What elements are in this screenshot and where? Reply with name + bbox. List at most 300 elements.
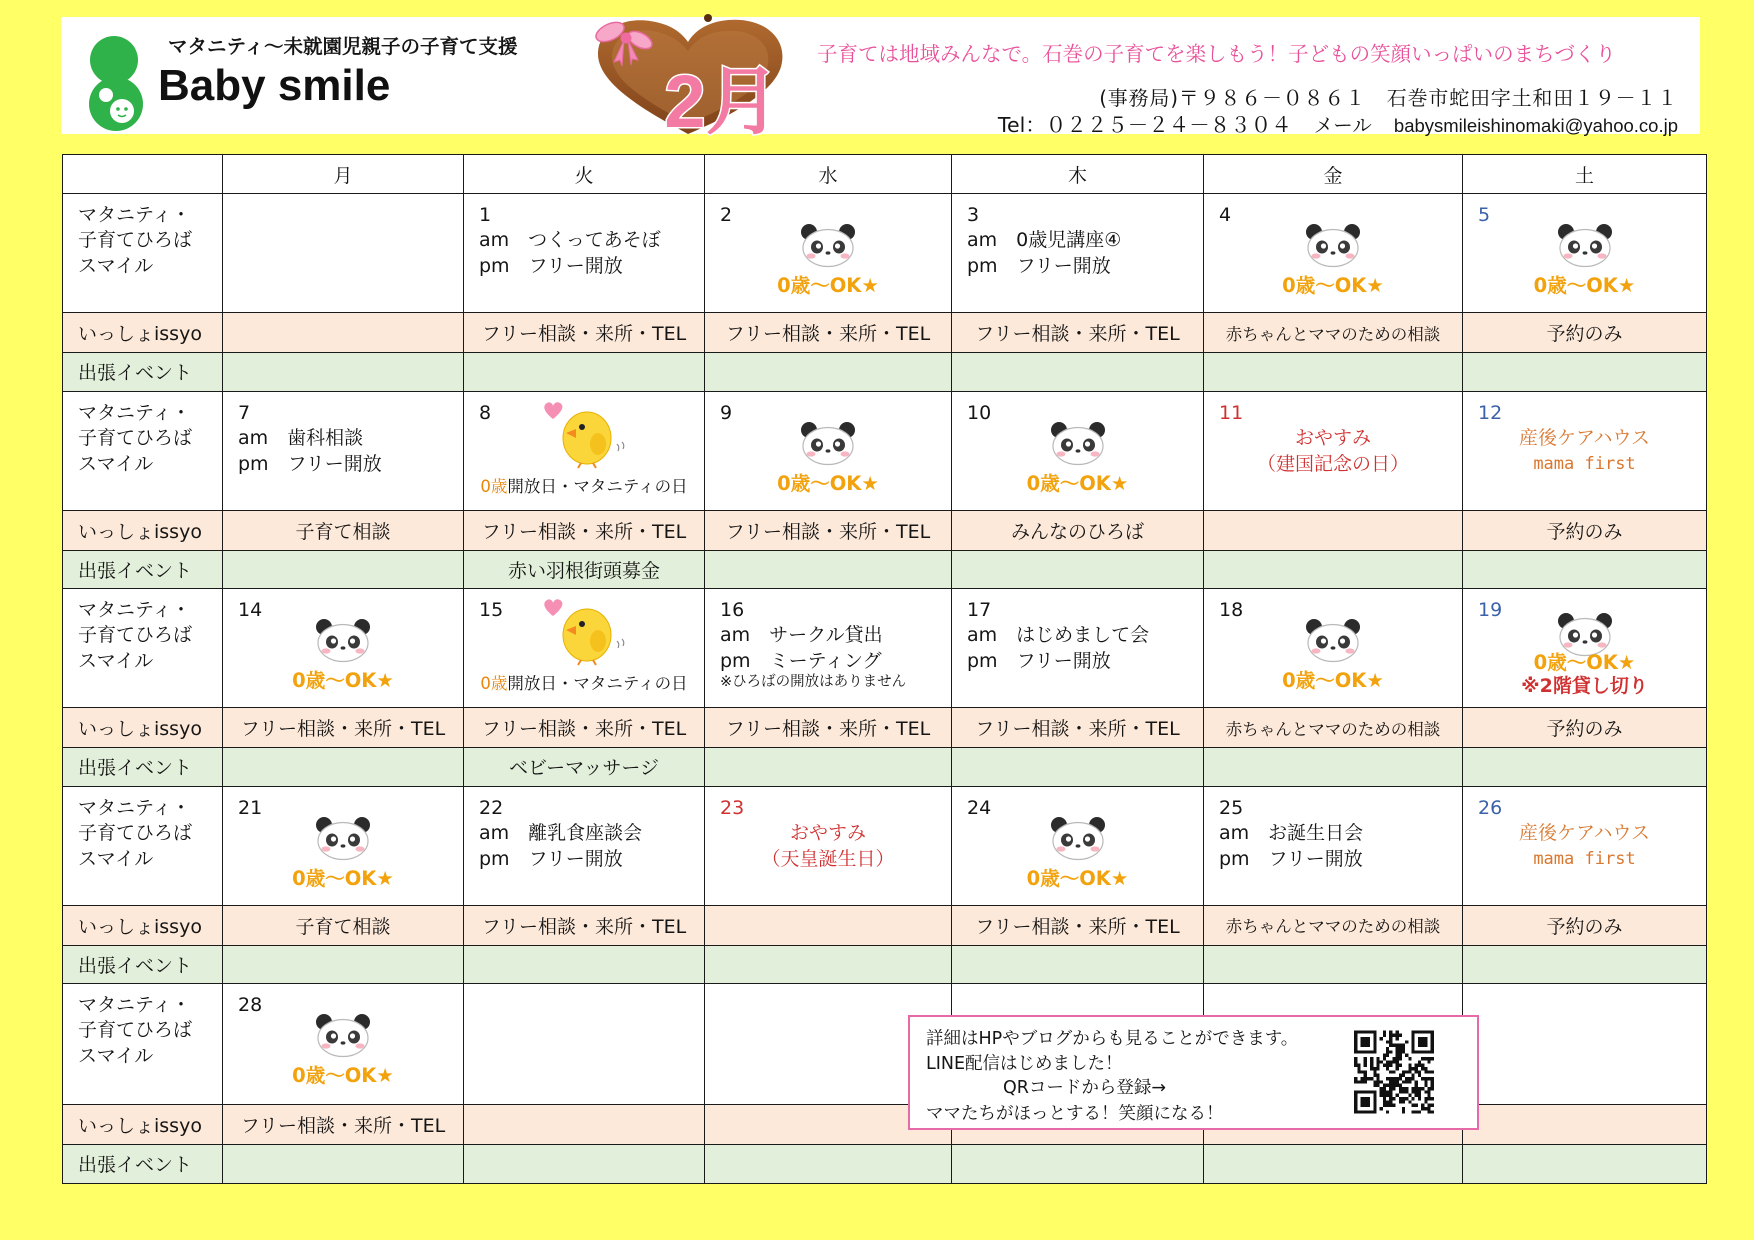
ok-badge: 0歳～OK★ bbox=[777, 471, 879, 495]
row-label-cell bbox=[63, 510, 223, 550]
event-cell bbox=[1463, 945, 1707, 984]
day-cell bbox=[223, 194, 464, 313]
organization-tagline: マタニティ～未就園児親子の子育て支援 bbox=[168, 35, 518, 58]
date-number: 19 bbox=[1478, 599, 1503, 621]
consult-cell bbox=[1204, 708, 1463, 748]
cell-content bbox=[223, 787, 463, 905]
schedule-note: ※ひろばの開放はありません bbox=[720, 674, 907, 690]
week-event-row bbox=[63, 550, 1707, 589]
day-cell bbox=[952, 589, 1204, 708]
day-cell bbox=[952, 786, 1204, 905]
event-cell bbox=[1204, 945, 1463, 984]
consult-cell bbox=[1463, 1105, 1707, 1145]
row-label-line: スマイル bbox=[78, 255, 154, 277]
cell-content bbox=[464, 946, 704, 984]
cell-content bbox=[1204, 155, 1462, 193]
day-cell bbox=[1204, 786, 1463, 905]
cell-content bbox=[952, 392, 1203, 510]
cell-content bbox=[1463, 313, 1706, 352]
cell-content bbox=[1463, 708, 1706, 747]
day-cell bbox=[1463, 194, 1707, 313]
cell-content bbox=[1204, 946, 1462, 984]
cell-content bbox=[952, 946, 1203, 984]
event-cell bbox=[464, 945, 705, 984]
cell-content bbox=[464, 708, 704, 747]
cell-content bbox=[1204, 392, 1462, 510]
cell-content bbox=[464, 1105, 704, 1144]
week-main-row bbox=[63, 194, 1707, 313]
date-number: 21 bbox=[238, 796, 263, 819]
day-cell bbox=[705, 391, 952, 510]
caption-text: 開放日・マタニティの日 bbox=[507, 674, 688, 693]
cell-content bbox=[1463, 589, 1706, 707]
cell-content bbox=[1463, 1105, 1706, 1144]
row-label-line: 子育てひろば bbox=[78, 426, 193, 449]
cell-content bbox=[705, 155, 951, 193]
weekday-label: 土 bbox=[1574, 164, 1594, 187]
cell-content bbox=[705, 946, 951, 984]
row-label-cell bbox=[63, 550, 223, 589]
baby-smile-logo-icon bbox=[84, 34, 148, 132]
day-cell bbox=[952, 391, 1204, 510]
cell-content bbox=[223, 551, 463, 589]
brand-name: Baby smile bbox=[158, 61, 391, 110]
cell-content bbox=[464, 392, 704, 510]
cell-content bbox=[63, 1105, 222, 1144]
consult-cell bbox=[1463, 313, 1707, 353]
date-number: 18 bbox=[1219, 599, 1244, 621]
row-label-line: マタニティ・ bbox=[78, 204, 191, 226]
row-label-line: マタニティ・ bbox=[78, 599, 191, 621]
cell-content bbox=[464, 353, 704, 391]
cell-content bbox=[223, 1105, 463, 1144]
week-consult-row bbox=[63, 708, 1707, 748]
consult-text: フリー相談・来所・TEL bbox=[240, 718, 446, 740]
reservation-alert: ※2階貸し切り bbox=[1521, 675, 1648, 697]
cell-content bbox=[952, 313, 1203, 352]
holiday-line: （天皇誕生日） bbox=[761, 847, 895, 870]
week-consult-row bbox=[63, 510, 1707, 550]
cell-content bbox=[223, 392, 463, 510]
cell-content bbox=[1204, 353, 1462, 391]
cell-content bbox=[63, 1145, 222, 1183]
weekday-header-cell bbox=[952, 155, 1204, 194]
date-number: 5 bbox=[1478, 204, 1491, 226]
ok-badge: 0歳～OK★ bbox=[1533, 651, 1636, 674]
cell-content bbox=[1204, 313, 1462, 352]
cell-content bbox=[952, 589, 1203, 707]
cell-content bbox=[705, 511, 951, 550]
schedule-line: am 0歳児講座④ bbox=[967, 229, 1122, 251]
month-title: 2月 bbox=[664, 60, 780, 140]
day-cell bbox=[223, 589, 464, 708]
row-label-cell bbox=[63, 313, 223, 353]
cell-content bbox=[63, 984, 222, 1104]
cell-content bbox=[1204, 551, 1462, 589]
cell-content bbox=[952, 708, 1203, 747]
cell-content bbox=[705, 194, 951, 312]
cell-content bbox=[1463, 984, 1706, 1104]
weekday-header-cell bbox=[223, 155, 464, 194]
corner-cell bbox=[63, 155, 223, 194]
consult-cell bbox=[464, 1105, 705, 1145]
cell-content bbox=[952, 1145, 1203, 1183]
event-cell bbox=[952, 1145, 1204, 1184]
date-number: 26 bbox=[1478, 796, 1503, 819]
event-text: 赤い羽根街頭募金 bbox=[507, 559, 660, 582]
row-label-cell bbox=[63, 905, 223, 945]
cell-content bbox=[63, 748, 222, 786]
cell-content bbox=[63, 787, 222, 905]
cell-content bbox=[464, 787, 704, 905]
cell-content bbox=[1463, 392, 1706, 510]
row-label-event: 出張イベント bbox=[78, 757, 193, 780]
event-cell bbox=[464, 353, 705, 392]
consult-cell bbox=[223, 510, 464, 550]
schedule-line: pm ミーティング bbox=[720, 650, 882, 672]
row-label-cell bbox=[63, 786, 223, 905]
cell-content bbox=[63, 313, 222, 352]
event-cell bbox=[223, 945, 464, 984]
cell-content bbox=[1204, 787, 1462, 905]
event-cell bbox=[952, 550, 1204, 589]
cell-content bbox=[464, 511, 704, 550]
chick-caption bbox=[464, 477, 704, 497]
event-cell bbox=[1463, 1145, 1707, 1184]
panda-icon bbox=[1047, 420, 1109, 466]
cell-content bbox=[223, 984, 463, 1104]
panda-icon bbox=[1302, 617, 1364, 663]
event-cell bbox=[952, 748, 1204, 787]
notice-line: 詳細はHPやブログからも見ることができます。 bbox=[926, 1029, 1299, 1049]
consult-cell bbox=[223, 905, 464, 945]
chick-caption bbox=[464, 674, 704, 694]
date-number: 24 bbox=[967, 796, 992, 819]
cell-content bbox=[63, 194, 222, 312]
mail-label: メール bbox=[1313, 114, 1372, 137]
date-number: 25 bbox=[1219, 796, 1244, 819]
row-label-cell bbox=[63, 748, 223, 787]
panda-icon bbox=[312, 617, 374, 663]
ok-badge: 0歳～OK★ bbox=[292, 1064, 394, 1087]
schedule-line: pm フリー開放 bbox=[967, 255, 1111, 277]
event-cell bbox=[223, 353, 464, 392]
date-number: 2 bbox=[720, 204, 733, 226]
weekday-label: 水 bbox=[818, 164, 838, 187]
ok-badge: 0歳～OK★ bbox=[292, 669, 394, 692]
panda-icon bbox=[797, 420, 859, 466]
cell-content bbox=[223, 511, 463, 550]
ok-badge: 0歳～OK★ bbox=[292, 866, 394, 890]
heart-ribbon-icon bbox=[588, 10, 793, 140]
consult-text: フリー相談・来所・TEL bbox=[725, 718, 931, 740]
care-house-subtitle: mama first bbox=[1533, 848, 1636, 869]
consult-cell bbox=[705, 313, 952, 353]
date-number: 11 bbox=[1219, 401, 1244, 424]
day-cell bbox=[464, 391, 705, 510]
notice-line: LINE配信はじめました！ bbox=[926, 1054, 1123, 1074]
weekday-label: 木 bbox=[1067, 164, 1087, 187]
schedule-line: pm フリー開放 bbox=[479, 255, 623, 277]
caption-highlight: 0歳 bbox=[480, 476, 508, 496]
cell-content bbox=[705, 589, 951, 707]
event-cell bbox=[464, 1145, 705, 1184]
cell-content bbox=[63, 906, 222, 945]
panda-icon bbox=[1554, 222, 1616, 268]
notice-line: QRコードから登録→ bbox=[1003, 1078, 1167, 1098]
cell-content bbox=[464, 748, 704, 786]
consult-cell bbox=[1204, 313, 1463, 353]
consult-cell bbox=[952, 708, 1204, 748]
cell-content bbox=[223, 155, 463, 193]
day-cell bbox=[1204, 589, 1463, 708]
cell-content bbox=[1463, 353, 1706, 391]
holiday-line: おやすみ bbox=[789, 821, 866, 844]
cell-content bbox=[63, 589, 222, 707]
event-cell bbox=[705, 748, 952, 787]
event-cell bbox=[705, 353, 952, 392]
consult-text: フリー相談・来所・TEL bbox=[481, 520, 687, 543]
day-cell bbox=[464, 589, 705, 708]
day-cell bbox=[1463, 391, 1707, 510]
email-address: babysmileishinomaki@yahoo.co.jp bbox=[1393, 115, 1678, 136]
row-label-line: マタニティ・ bbox=[78, 796, 191, 819]
row-label-line: 子育てひろば bbox=[78, 624, 193, 646]
ok-badge: 0歳～OK★ bbox=[1026, 866, 1129, 890]
cell-content bbox=[464, 984, 704, 1104]
cell-content bbox=[1463, 194, 1706, 312]
event-cell bbox=[223, 550, 464, 589]
cell-content bbox=[464, 155, 704, 193]
row-label-cell bbox=[63, 353, 223, 392]
row-label-cell bbox=[63, 194, 223, 313]
row-label-cell bbox=[63, 1145, 223, 1184]
cell-content bbox=[464, 551, 704, 589]
week-event-row bbox=[63, 1145, 1707, 1184]
event-cell bbox=[464, 550, 705, 589]
event-cell bbox=[1204, 748, 1463, 787]
consult-text: 予約のみ bbox=[1546, 520, 1623, 543]
consult-text: 予約のみ bbox=[1546, 915, 1623, 938]
cell-content bbox=[705, 787, 951, 905]
consult-text: 予約のみ bbox=[1546, 323, 1623, 345]
consult-cell bbox=[1463, 708, 1707, 748]
panda-icon bbox=[1302, 222, 1364, 268]
row-label-event: 出張イベント bbox=[78, 362, 193, 385]
day-cell bbox=[464, 984, 705, 1105]
cell-content bbox=[1463, 155, 1706, 193]
cell-content bbox=[952, 155, 1203, 193]
consult-text: フリー相談・来所・TEL bbox=[975, 915, 1180, 938]
week-main-row bbox=[63, 786, 1707, 905]
day-cell bbox=[705, 589, 952, 708]
cell-content bbox=[63, 392, 222, 510]
cell-content bbox=[223, 708, 463, 747]
date-number: 28 bbox=[238, 994, 263, 1016]
day-cell bbox=[1204, 194, 1463, 313]
ok-badge: 0歳～OK★ bbox=[1026, 471, 1129, 495]
event-cell bbox=[1463, 353, 1707, 392]
consult-text: 赤ちゃんとママのための相談 bbox=[1225, 917, 1441, 936]
date-number: 22 bbox=[479, 796, 504, 819]
row-label-event: 出張イベント bbox=[78, 954, 193, 977]
consult-cell bbox=[1204, 510, 1463, 550]
weekday-label: 月 bbox=[333, 164, 353, 187]
telephone: Tel：０２２５－２４－８３０４ bbox=[997, 113, 1292, 137]
cell-content bbox=[952, 748, 1203, 786]
consult-text: フリー相談・来所・TEL bbox=[240, 1115, 446, 1137]
date-number: 8 bbox=[479, 401, 492, 424]
consult-text: フリー相談・来所・TEL bbox=[975, 718, 1180, 740]
consult-cell bbox=[1463, 510, 1707, 550]
event-cell bbox=[464, 748, 705, 787]
row-label-line: 子育てひろば bbox=[78, 229, 193, 251]
day-cell bbox=[464, 194, 705, 313]
schedule-line: am 歯科相談 bbox=[238, 426, 364, 449]
weekday-label: 火 bbox=[574, 164, 594, 187]
cell-content bbox=[223, 589, 463, 707]
cell-content bbox=[1204, 589, 1462, 707]
schedule-line: pm フリー開放 bbox=[1219, 847, 1363, 870]
week-event-row bbox=[63, 945, 1707, 984]
consult-text: 子育て相談 bbox=[295, 520, 391, 543]
event-cell bbox=[705, 945, 952, 984]
consult-text: フリー相談・来所・TEL bbox=[725, 520, 931, 543]
consult-cell bbox=[705, 510, 952, 550]
row-label-cell bbox=[63, 391, 223, 510]
consult-cell bbox=[1204, 905, 1463, 945]
cell-content bbox=[223, 313, 463, 352]
row-label-cell bbox=[63, 1105, 223, 1145]
cell-content bbox=[705, 353, 951, 391]
day-cell bbox=[1463, 589, 1707, 708]
cell-content bbox=[1204, 708, 1462, 747]
date-number: 1 bbox=[479, 204, 492, 226]
cell-content bbox=[705, 1145, 951, 1183]
date-number: 12 bbox=[1478, 401, 1503, 424]
cell-content bbox=[223, 906, 463, 945]
row-label-line: スマイル bbox=[78, 452, 154, 475]
row-label-issyo: いっしょissyo bbox=[78, 323, 202, 345]
ok-badge: 0歳～OK★ bbox=[1282, 274, 1384, 297]
panda-icon bbox=[312, 1012, 374, 1058]
schedule-line: am サークル貸出 bbox=[720, 624, 883, 646]
cell-content bbox=[1463, 946, 1706, 984]
day-cell bbox=[952, 194, 1204, 313]
event-cell bbox=[705, 550, 952, 589]
cell-content bbox=[63, 353, 222, 391]
consult-cell bbox=[952, 313, 1204, 353]
week-event-row bbox=[63, 748, 1707, 787]
event-cell bbox=[223, 748, 464, 787]
cell-content bbox=[63, 551, 222, 589]
date-number: 16 bbox=[720, 599, 745, 621]
ok-badge: 0歳～OK★ bbox=[1533, 274, 1636, 297]
schedule-line: am はじめまして会 bbox=[967, 624, 1150, 646]
row-label-line: マタニティ・ bbox=[78, 401, 191, 424]
cell-content bbox=[705, 551, 951, 589]
cell-content bbox=[1204, 906, 1462, 945]
cell-content bbox=[1463, 551, 1706, 589]
cell-content bbox=[1204, 511, 1462, 550]
row-label-cell bbox=[63, 945, 223, 984]
schedule-line: am 離乳食座談会 bbox=[479, 821, 643, 844]
cell-content bbox=[223, 353, 463, 391]
consult-text: 予約のみ bbox=[1546, 718, 1623, 740]
consult-text: 赤ちゃんとママのための相談 bbox=[1225, 719, 1441, 739]
chick-icon bbox=[539, 595, 629, 667]
cell-content bbox=[705, 313, 951, 352]
weekday-header-cell bbox=[1463, 155, 1707, 194]
office-address: (事務局)〒９８６－０８６１ 石巻市蛇田字土和田１９－１１ bbox=[1099, 86, 1678, 110]
consult-cell bbox=[952, 510, 1204, 550]
cell-content bbox=[1463, 906, 1706, 945]
date-number: 15 bbox=[479, 599, 504, 621]
cell-content bbox=[464, 906, 704, 945]
row-label-line: スマイル bbox=[78, 1045, 154, 1067]
consult-cell bbox=[952, 905, 1204, 945]
cell-content bbox=[223, 1145, 463, 1183]
consult-text: みんなのひろば bbox=[1010, 520, 1144, 543]
cell-content bbox=[1463, 787, 1706, 905]
consult-cell bbox=[464, 905, 705, 945]
cell-content bbox=[223, 194, 463, 312]
caption-text: 開放日・マタニティの日 bbox=[507, 476, 688, 496]
cell-content bbox=[952, 194, 1203, 312]
day-cell bbox=[1463, 786, 1707, 905]
row-label-issyo: いっしょissyo bbox=[78, 520, 202, 543]
cell-content bbox=[1463, 1145, 1706, 1183]
weekday-header-cell bbox=[705, 155, 952, 194]
notice-box bbox=[908, 1015, 1479, 1130]
day-cell bbox=[705, 194, 952, 313]
consult-text: フリー相談・来所・TEL bbox=[481, 915, 687, 938]
event-cell bbox=[1463, 748, 1707, 787]
row-label-issyo: いっしょissyo bbox=[78, 915, 202, 938]
row-label-line: スマイル bbox=[78, 847, 154, 870]
ok-badge: 0歳～OK★ bbox=[777, 274, 879, 297]
row-label-line: 子育てひろば bbox=[78, 821, 193, 844]
day-cell bbox=[1204, 391, 1463, 510]
cell-content bbox=[1204, 1145, 1462, 1183]
event-cell bbox=[952, 353, 1204, 392]
cell-content bbox=[1204, 194, 1462, 312]
cell-content bbox=[705, 748, 951, 786]
consult-cell bbox=[223, 708, 464, 748]
cell-content bbox=[952, 353, 1203, 391]
cell-content bbox=[1463, 511, 1706, 550]
row-label-cell bbox=[63, 589, 223, 708]
cell-content bbox=[63, 155, 222, 193]
cell-content bbox=[223, 946, 463, 984]
consult-text: フリー相談・来所・TEL bbox=[481, 718, 687, 740]
panda-icon bbox=[1047, 815, 1109, 861]
date-number: 9 bbox=[720, 401, 733, 424]
consult-cell bbox=[705, 708, 952, 748]
day-cell bbox=[464, 786, 705, 905]
consult-cell bbox=[705, 905, 952, 945]
contact-line bbox=[998, 113, 1678, 138]
consult-text: フリー相談・来所・TEL bbox=[481, 323, 687, 345]
day-cell bbox=[223, 786, 464, 905]
holiday-line: （建国記念の日） bbox=[1256, 452, 1409, 475]
date-number: 23 bbox=[720, 796, 745, 819]
event-text: ベビーマッサージ bbox=[508, 757, 660, 780]
cell-content bbox=[1204, 748, 1462, 786]
event-cell bbox=[705, 1145, 952, 1184]
row-label-event: 出張イベント bbox=[78, 559, 193, 582]
consult-text: フリー相談・来所・TEL bbox=[975, 323, 1180, 345]
